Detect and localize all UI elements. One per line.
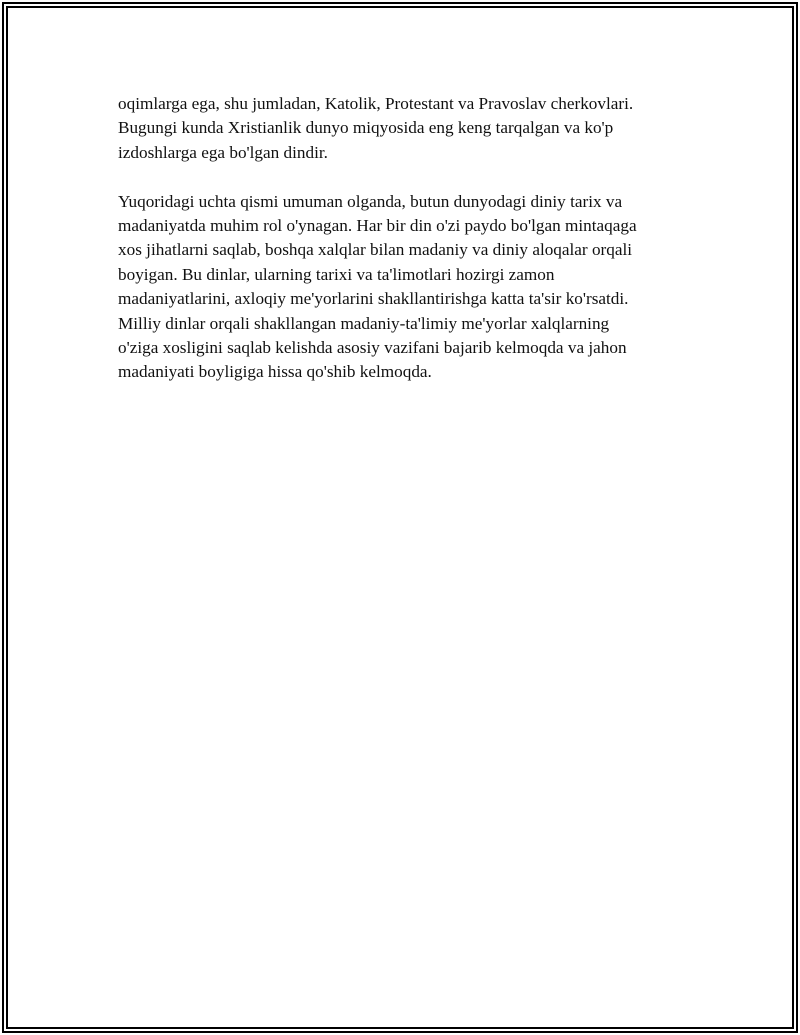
paragraph-1 bbox=[118, 92, 698, 165]
text-line: Milliy dinlar orqali shakllangan madaniy-ta'limiy me'yorlar xalqlarning bbox=[118, 313, 610, 333]
text-line: Yuqoridagi uchta qismi umuman olganda, butun dunyodagi diniy tarix va bbox=[118, 191, 623, 211]
text-line: madaniyati boyligiga hissa qo'shib kelmoqda. bbox=[118, 362, 432, 382]
text-line: boyigan. Bu dinlar, ularning tarixi va ta'limotlari hozirgi zamon bbox=[118, 264, 555, 284]
paragraph-2 bbox=[118, 190, 698, 385]
text-line: xos jihatlarni saqlab, boshqa xalqlar bilan madaniy va diniy aloqalar orqali bbox=[118, 240, 633, 260]
text-line: madaniyatlarini, axloqiy me'yorlarini shakllantirishga katta ta'sir ko'rsatdi. bbox=[118, 289, 629, 309]
text-line: o'ziga xosligini saqlab kelishda asosiy vazifani bajarib kelmoqda va jahon bbox=[118, 338, 627, 358]
text-line: izdoshlarga ega bo'lgan dindir. bbox=[118, 142, 328, 162]
text-line: Bugungi kunda Xristianlik dunyo miqyosida eng keng tarqalgan va ko'p bbox=[118, 118, 614, 138]
text-line: oqimlarga ega, shu jumladan, Katolik, Protestant va Pravoslav cherkovlari. bbox=[118, 94, 634, 113]
document-body bbox=[118, 92, 698, 385]
text-line: madaniyatda muhim rol o'ynagan. Har bir din o'zi paydo bo'lgan mintaqaga bbox=[118, 216, 637, 236]
